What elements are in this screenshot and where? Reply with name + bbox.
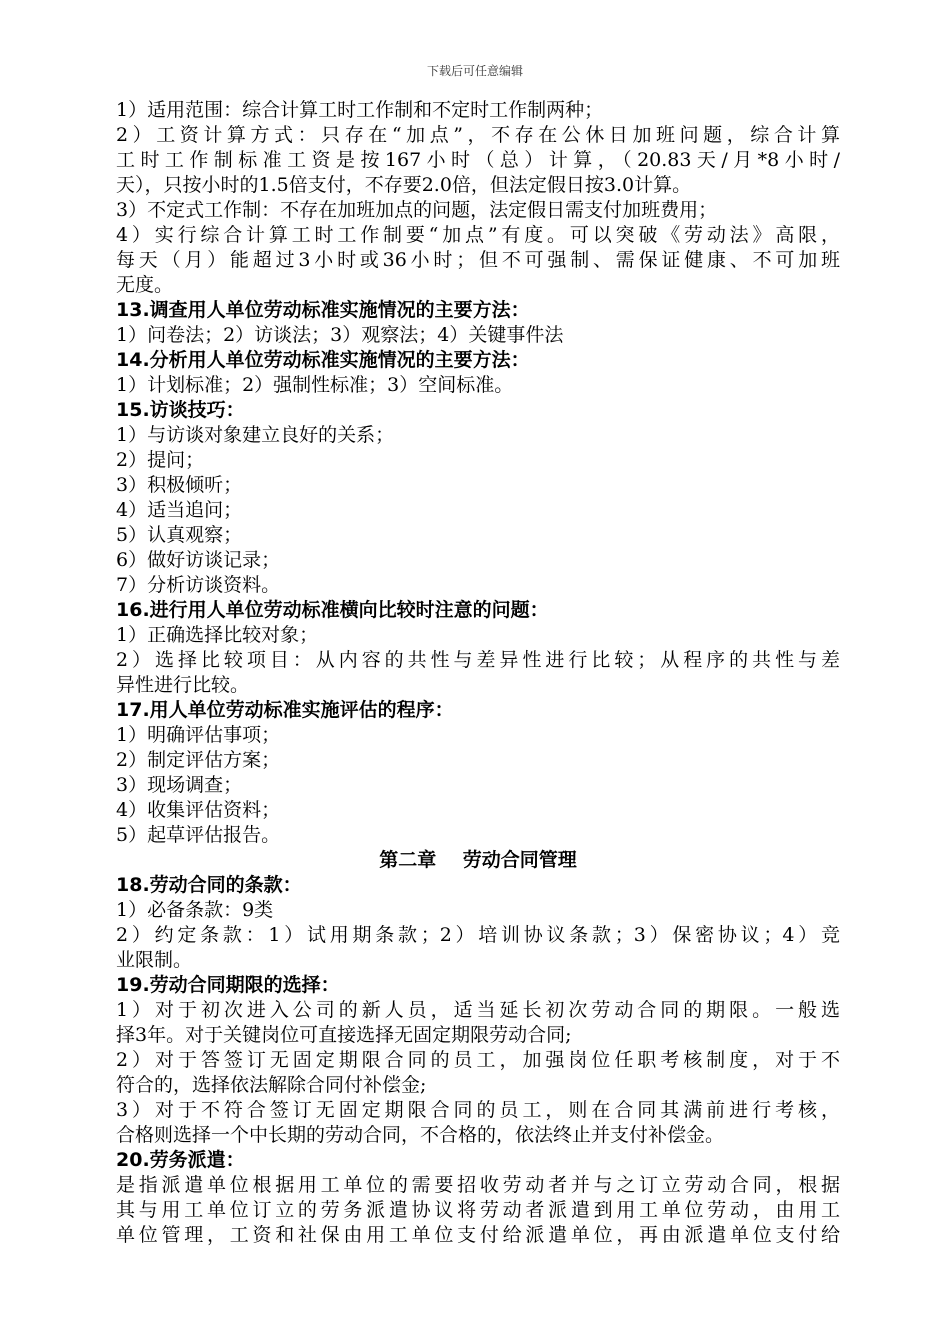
text-line: 2）对于答签订无固定期限合同的员工，加强岗位任职考核制度，对于不 — [116, 1049, 840, 1071]
section-heading: 18.劳动合同的条款： — [116, 874, 302, 896]
text-line: 无度。 — [116, 274, 174, 296]
text-line: 2）制定评估方案； — [116, 749, 281, 771]
section-heading: 15.访谈技巧： — [116, 399, 245, 421]
text-line: 1）适用范围：综合计算工时工作制和不定时工作制两种； — [116, 99, 604, 121]
text-line: 其与用工单位订立的劳务派遣协议将劳动者派遣到用工单位劳动，由用工 — [116, 1199, 840, 1221]
text-line: 择3年。对于关键岗位可直接选择无固定期限劳动合同; — [116, 1024, 572, 1046]
document-body — [116, 98, 840, 1248]
text-line: 工时工作制标准工资是按167小时（总）计算，（20.83天/月*8小时/ — [116, 149, 840, 171]
text-line: 业限制。 — [116, 949, 193, 971]
text-line: 4）实行综合计算工时工作制要“加点”有度。可以突破《劳动法》高限， — [116, 224, 840, 246]
text-line: 天），只按小时的1.5倍支付，不存要2.0倍，但法定假日按3.0计算。 — [116, 174, 692, 196]
text-line: 3）现场调查； — [116, 774, 243, 796]
text-line: 1）对于初次进入公司的新人员，适当延长初次劳动合同的期限。一般选 — [116, 999, 840, 1021]
text-line: 2）提问； — [116, 449, 205, 471]
text-line: 1）问卷法；2）访谈法；3）观察法；4）关键事件法 — [116, 324, 564, 346]
section-heading: 17.用人单位劳动标准实施评估的程序： — [116, 699, 454, 721]
text-line: 1）明确评估事项； — [116, 724, 281, 746]
text-line: 4）收集评估资料； — [116, 799, 281, 821]
chapter-title: 第二章 劳动合同管理 — [379, 849, 577, 871]
text-line: 1）正确选择比较对象； — [116, 624, 319, 646]
text-line: 4）适当追问； — [116, 499, 243, 521]
text-line: 每天（月）能超过3小时或36小时；但不可强制、需保证健康、不可加班 — [116, 249, 840, 271]
section-heading: 13.调查用人单位劳动标准实施情况的主要方法： — [116, 299, 530, 321]
section-heading: 20.劳务派遣： — [116, 1149, 245, 1171]
text-line: 1）必备条款：9类 — [116, 899, 274, 921]
text-line: 符合的，选择依法解除合同付补偿金; — [116, 1074, 427, 1096]
section-heading: 14.分析用人单位劳动标准实施情况的主要方法： — [116, 349, 530, 371]
text-line: 是指派遣单位根据用工单位的需要招收劳动者并与之订立劳动合同，根据 — [116, 1174, 840, 1196]
text-line: 2）选择比较项目：从内容的共性与差异性进行比较；从程序的共性与差 — [116, 649, 840, 671]
text-line: 6）做好访谈记录； — [116, 549, 281, 571]
text-line: 2）约定条款：1）试用期条款；2）培训协议条款；3）保密协议；4）竞 — [116, 924, 840, 946]
text-line: 合格则选择一个中长期的劳动合同，不合格的，依法终止并支付补偿金。 — [116, 1124, 725, 1146]
text-line: 异性进行比较。 — [116, 674, 250, 696]
text-line: 1）与访谈对象建立良好的关系； — [116, 424, 395, 446]
text-line: 单位管理，工资和社保由用工单位支付给派遣单位，再由派遣单位支付给 — [116, 1224, 840, 1246]
section-heading: 19.劳动合同期限的选择： — [116, 974, 340, 996]
text-line: 2）工资计算方式：只存在“加点”，不存在公休日加班问题，综合计算 — [116, 124, 840, 146]
text-line: 3）对于不符合签订无固定期限合同的员工，则在合同其满前进行考核， — [116, 1099, 840, 1121]
text-line: 7）分析访谈资料。 — [116, 574, 281, 596]
text-line: 3）不定式工作制：不存在加班加点的问题，法定假日需支付加班费用； — [116, 199, 718, 221]
text-line: 5）认真观察； — [116, 524, 243, 546]
section-heading: 16.进行用人单位劳动标准横向比较时注意的问题： — [116, 599, 549, 621]
text-line: 3）积极倾听； — [116, 474, 243, 496]
page-header: 下载后可任意编辑 — [426, 64, 523, 78]
text-line: 1）计划标准；2）强制性标准；3）空间标准。 — [116, 374, 514, 396]
text-line: 5）起草评估报告。 — [116, 824, 281, 846]
